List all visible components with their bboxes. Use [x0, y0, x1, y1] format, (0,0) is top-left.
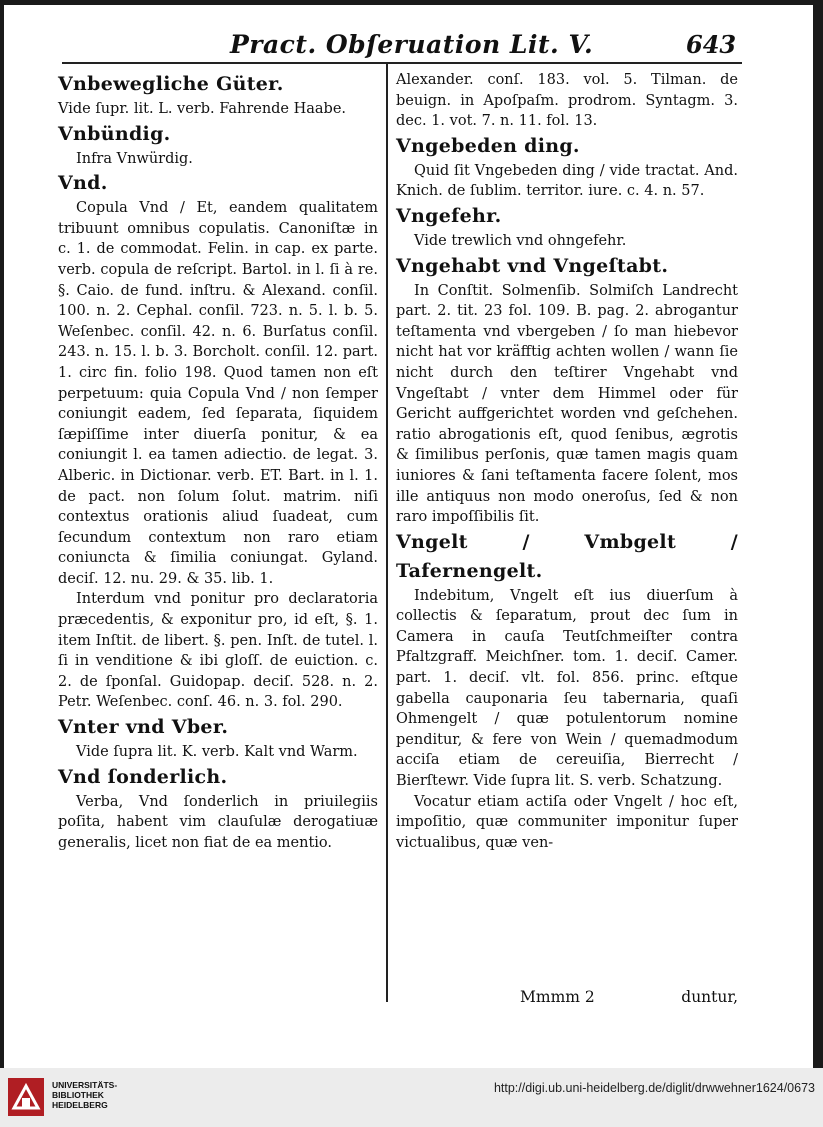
- entry-text: Vocatur etiam actiſa oder Vngelt / hoc eſt, impoſitio, quæ communiter imponitur ſuper victualibus, quæ ven-: [396, 793, 738, 851]
- heading-ungehabt-und-ungestabt: Vngehabt vnd Vngeſtabt.: [396, 254, 669, 277]
- heading-ungelt: Vngelt / Vmbgelt / Tafernengelt.: [396, 530, 738, 582]
- heading-und-sonderlich: Vnd ſonderlich.: [58, 765, 228, 788]
- heading-ungebeden-ding: Vngebeden ding.: [396, 134, 580, 157]
- entry-text: Interdum vnd ponitur pro declaratoria præcedentis, & exponitur pro, id eſt, §. 1. item Inſtit. de libert. §. pen. Inſt. de tutel. l. ſi in venditione & ibi gloſſ. de euiction. c. 2. de ſponſal. Guidopap. deciſ. 528. n. 2. Petr. Weſenbec. conſ. 46. n. 3. fol. 290.: [58, 591, 378, 711]
- entry-text: Alexander. conſ. 183. vol. 5. Tilman. de beuign. in Apoſpaſm. prodrom. Syntagm. 3. dec. 1. vot. 7. n. 11. fol. 13.: [396, 72, 738, 130]
- university-library-logo-icon[interactable]: [8, 1078, 44, 1116]
- heading-ungefehr: Vngefehr.: [396, 204, 502, 227]
- entry-text: Infra Vnwürdig.: [76, 150, 193, 167]
- signature-mark: Mmmm 2: [520, 988, 595, 1006]
- page-url-link[interactable]: http://digi.ub.uni-heidelberg.de/diglit/drwwehner1624/0673: [493, 1081, 815, 1095]
- entry-text: Vide trewlich vnd ohngefehr.: [414, 232, 627, 249]
- entry-text: Verba, Vnd ſonderlich in priuilegiis poſita, habent vim clauſulæ derogatiuæ generalis, licet non fiat de ea mentio.: [58, 793, 378, 851]
- viewer-footer: [0, 1068, 823, 1127]
- running-head: Pract. Obſeruation Lit. V.: [230, 30, 594, 59]
- right-column: [396, 70, 738, 853]
- scan-border-right: [813, 0, 823, 1070]
- entry-text: Indebitum, Vngelt eſt ius diuerſum à collectis & ſeparatum, prout dec ſum in Camera in cauſa Teutſchmeiſter contra Pfaltzgraff. Meichſner. tom. 1. deciſ. Camer. part. 1. deciſ. vlt. fol. 856. princ. eſtque gabella cauponaria ſeu tabernaria, quaſi Ohmengelt / quæ potulentorum nomine penditur, & fere von Wein / quemadmodum acciſa etiam de cereuiſia, Bierrecht / Bierſtewr. Vide ſupra lit. S. verb. Schatzung.: [396, 587, 738, 790]
- entry-text: In Conſtit. Solmenſib. Solmiſch Landrecht part. 2. tit. 23 fol. 109. B. pag. 2. abrogantur teſtamenta vnd vbergeben / ſo man hiebevor nicht hat vor kräfftig achten wollen / wann ſie nicht durch den teſtirer Vngehabt vnd Vngeſtabt / vnter dem Himmel oder für Gericht auffgerichtet worden vnd geſchehen. ratio abrogationis eſt, quod ſenibus, ægrotis & ſimilibus perſonis, quæ tamen magis quam iuniores & ſani teſtamenta facere ſolent, mos ille antiquus non modo oneroſus, ſed & non raro impoſſibilis ſit.: [396, 282, 738, 526]
- heading-unbewegliche-gueter: Vnbewegliche Güter.: [58, 73, 284, 95]
- entry-text: Vide ſupr. lit. L. verb. Fahrende Haabe.: [58, 101, 347, 117]
- heading-unter-und-uber: Vnter vnd Vber.: [58, 716, 229, 739]
- catchword: duntur,: [681, 988, 738, 1006]
- library-name-text: UNIVERSITÄTS- BIBLIOTHEK HEIDELBERG: [52, 1080, 118, 1110]
- heading-unbuendig: Vnbündig.: [58, 122, 171, 145]
- column-divider: [386, 64, 388, 1002]
- entry-text: Copula Vnd / Et, eandem qualitatem tribuunt omnibus copulatis. Canoniſtæ in c. 1. de commodat. Felin. in cap. ex parte. verb. copula de reſcript. Bartol. in l. ſi à re. §. Caio. de fund. inſtru. & Alexand. conſil. 100. n. 2. Cephal. conſil. 723. n. 5. l. b. 5. Weſenbec. conſil. 42. n. 6. Burſatus conſil. 243. n. 15. l. b. 3. Borcholt. conſil. 12. part. 1. circ fin. folio 198. Quod tamen non eſt perpetuum: quia Copula Vnd / non ſemper coniungit eadem, ſed ſeparata, ſiquidem ſæpiſſime inter diuerſa ponitur, & ea coniungit l. ea tamen adiectio. de legat. 3. Alberic. in Dictionar. verb. ET. Bart. in l. 1. de pact. non ſolum ſolut. matrim. niſi contextus orationis aliud ſuadeat, cum ſecundum contextum non raro etiam coniuncta & ſimilia coniungat. Gyland. deciſ. 12. nu. 29. & 35. lib. 1.: [58, 200, 378, 587]
- entry-text: Vide ſupra lit. K. verb. Kalt vnd Warm.: [76, 744, 358, 761]
- left-column: [58, 70, 378, 853]
- heading-und: Vnd.: [58, 172, 108, 195]
- page-number: 643: [686, 30, 737, 59]
- library-name: [52, 1080, 117, 1110]
- header-rule: [62, 62, 742, 64]
- entry-text: Quid ſit Vngebeden ding / vide tractat. And. Knich. de ſublim. territor. iure. c. 4. n. 57.: [396, 162, 738, 200]
